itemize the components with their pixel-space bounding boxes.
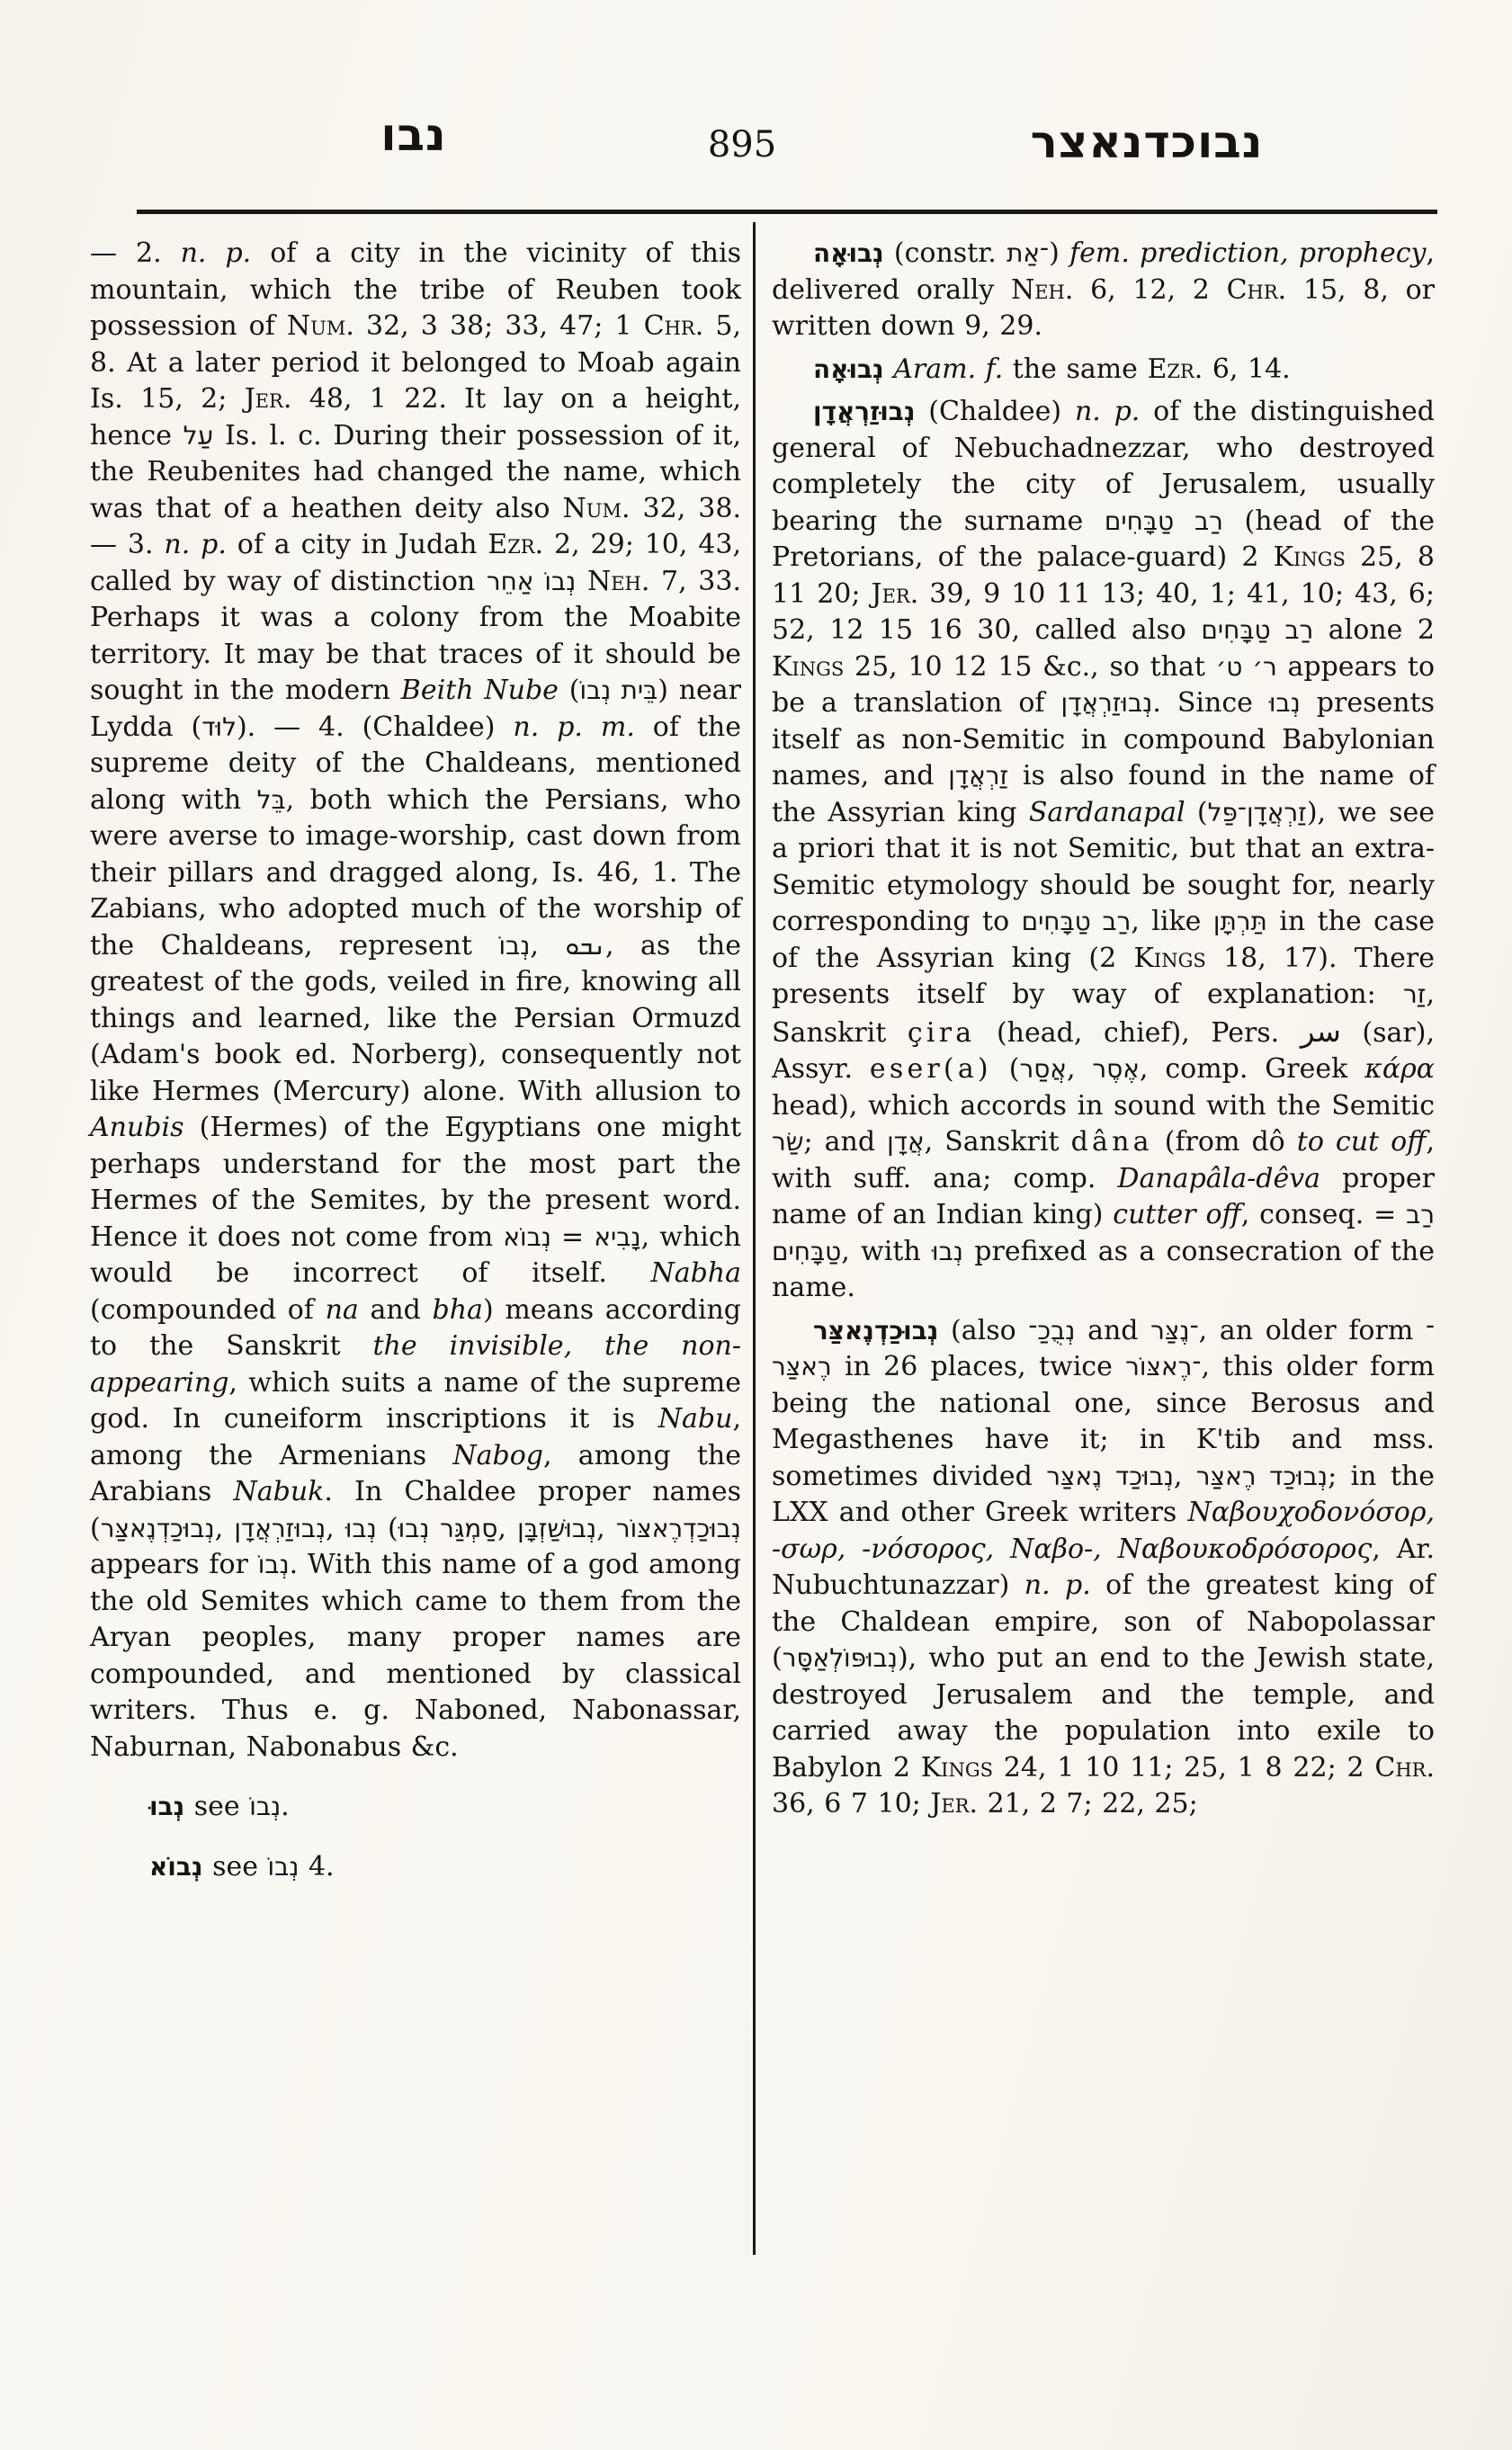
hebrew-headword: נְבוּ (149, 1792, 185, 1821)
hebrew-word: אֶסֶר (1092, 1054, 1140, 1084)
hebrew-word: נְבוּ (1268, 688, 1301, 718)
text-run: ; and (803, 1126, 888, 1158)
text-run: 25, 10 12 15 &c., so that (844, 650, 1216, 683)
text-run: (head of the Pretorians, of the palace-guard) 2 (772, 505, 1435, 573)
text-run: of the supreme deity of the Chaldeans, mentioned along with (90, 711, 742, 816)
text-run: ( (991, 1053, 1020, 1085)
page-number: 895 (707, 124, 777, 165)
hebrew-word: זַרְאֲדָן־פַּל (1207, 797, 1307, 827)
text-run: 6, 12, 2 (1073, 273, 1227, 306)
text-run: of the distinguished general of Nebuchadnezzar, who destroyed completely the city of Jerusalem, usually bearing the surname (772, 396, 1436, 537)
text-run: . In Chaldee proper names ( (90, 1476, 741, 1544)
hebrew-word: נְבוּכַד נֶאצַּר (1046, 1461, 1174, 1491)
text-run: (constr. (883, 237, 1007, 269)
syriac-word: ܢܒܘ (565, 930, 605, 961)
hebrew-word: נְבוּכַד רֶאצַּר (1195, 1461, 1329, 1491)
italic-text-run: fem. prediction, prophecy (1069, 237, 1427, 269)
running-head-right-keyword: נבוכדנאצר (1030, 116, 1264, 168)
hebrew-word: נְבוּפּוֹלְאַסָּר (782, 1643, 898, 1673)
text-run: see (202, 1850, 268, 1882)
italic-text-run: the invisible, the non-appearing (90, 1330, 741, 1399)
text-run: proper name of an Indian king) (772, 1162, 1435, 1230)
text-run: 21, 2 7; 22, 25; (978, 1788, 1198, 1820)
text-run: . (281, 1791, 290, 1822)
text-run: 6, 14. (1203, 353, 1291, 385)
italic-text-run: Nabha (650, 1257, 741, 1289)
italic-text-run: Aram. f. (893, 353, 1004, 385)
italic-text-run: Sardanapal (1028, 796, 1185, 828)
hebrew-word: ־רֶאצַּר (772, 1315, 1436, 1381)
text-run: Is. l. c. During their possession of it, the Reubenites had changed the name, which was that of a heathen deity also (90, 419, 741, 524)
right-column (772, 236, 1435, 1829)
hebrew-headword: נְבוֹא (149, 1851, 203, 1882)
text-run: ( (1185, 796, 1208, 828)
hebrew-word: זַר (1403, 979, 1427, 1009)
hebrew-word: נְבוֹ (249, 1792, 282, 1821)
text-run: in the case of the Assyrian king (2 (772, 906, 1436, 974)
hebrew-word: ־נֶצַּר (1150, 1315, 1199, 1346)
text-run: (sar), Assyr. (772, 1016, 1435, 1085)
text-run: ), we see a priori that it is not Semitic, but that an extra-Semitic etymology should be sought for, nearly corresponding to (772, 796, 1435, 937)
text-run: (from dô (1152, 1126, 1297, 1158)
scripture-reference-abbrev: Chr. (643, 310, 704, 342)
text-run: 39, 9 10 11 13; 40, 1; 41, 10; 43, 6; 52, 12 15 16 30, called also (772, 577, 1435, 646)
scripture-reference-abbrev: Ezr. (488, 529, 544, 560)
hebrew-word: רַב טַבָּחִים (772, 1200, 1435, 1266)
entry-nebuah (772, 236, 1435, 345)
transliteration: çira (907, 1016, 976, 1049)
text-run: , both which the Persians, who were averse to image-worship, cast down from their pillars and dragged along, Is. 46, 1. The Zabians, who adopted much of the worship of the Chaldeans, represent (90, 783, 741, 961)
hebrew-word: סַמְגַּר נְבוּ (398, 1513, 498, 1543)
text-run: 24, 1 10 11; 25, 1 8 22; 2 (992, 1751, 1375, 1784)
hebrew-headword: נְבוּכַדְנֶאצַּר (813, 1315, 939, 1346)
scripture-reference-abbrev: Kings (1273, 541, 1346, 573)
hebrew-word: נְבוֹ (267, 1851, 300, 1882)
text-run: , with suff. ana; comp. (772, 1126, 1436, 1194)
hebrew-word: נְבוּ (344, 1513, 377, 1543)
text-run: . With this name of a god among the old Semites which came to them from the Aryan peoples, many proper names are compounded, and mentioned by classical writers. Thus e. g. Naboned, Nabonassar, Naburnan, Nabonabus &c. (90, 1549, 741, 1763)
text-run: , delivered orally (772, 237, 1435, 306)
hebrew-word: נְבוּכַדְרֶאצּוֹר (615, 1513, 741, 1543)
italic-text-run: Nabuk (233, 1476, 325, 1507)
italic-text-run: n. p. (180, 237, 252, 269)
text-run: presents itself as non-Semitic in compound Babylonian names, and (772, 687, 1436, 791)
scripture-reference-abbrev: Chr. (1226, 273, 1287, 306)
text-run: , an older form (1198, 1314, 1426, 1346)
hebrew-word: נְבוּשַׁזְבָּן (517, 1513, 597, 1543)
text-run (576, 566, 587, 597)
text-run: ) (1049, 237, 1070, 269)
italic-text-run: n. p. (1074, 396, 1141, 427)
text-run: of a city in Judah (226, 529, 488, 560)
text-run: of a city in the vicinity of this mountain, which the tribe of Reuben took possession of (90, 237, 741, 342)
text-run: and (1075, 1314, 1151, 1346)
text-run: , like (1131, 906, 1213, 937)
text-run: , with (841, 1235, 933, 1267)
hebrew-headword: נְבוּאָה (813, 353, 884, 384)
text-run: 18, 17). There presents itself by way of explanation: (772, 942, 1435, 1010)
text-run: appears to be a translation of (772, 650, 1436, 719)
text-run: (head, chief), Pers. (975, 1016, 1301, 1049)
scripture-reference-abbrev: Num. (286, 310, 354, 342)
hebrew-word: בֵּל (256, 784, 286, 815)
text-run: and (358, 1293, 433, 1326)
scripture-reference-abbrev: Kings (1133, 942, 1206, 974)
hebrew-word: לוּד (201, 711, 237, 742)
text-run: ) near Lydda ( (90, 675, 742, 743)
column-divider-rule (753, 222, 756, 2255)
entry-nebuchadnezzar (772, 1313, 1435, 1823)
text-run: , (214, 1512, 235, 1544)
scripture-reference-abbrev: Jer. (244, 383, 292, 415)
hebrew-word: רַב טַבָּחִים (1104, 505, 1223, 536)
text-run: , (497, 1512, 518, 1544)
text-run: . Since (1152, 687, 1269, 719)
text-run: 48, 1 22. It lay on a height, hence (90, 383, 742, 452)
text-run: the same (1003, 353, 1148, 385)
text-run: , comp. Greek (1139, 1053, 1365, 1085)
entry-nebo-continuation (90, 236, 741, 1766)
text-run: , which would be incorrect of itself. (90, 1221, 741, 1289)
hebrew-word: נְבוּכַדְנֶאצַּר (100, 1513, 215, 1543)
cross-reference-nebo (149, 1849, 741, 1886)
text-run (884, 353, 894, 385)
text-run: ( (376, 1512, 398, 1544)
scripture-reference-abbrev: Chr. (1374, 1751, 1435, 1784)
transliteration: eser(a) (869, 1053, 992, 1085)
header-rule (137, 210, 1437, 214)
text-run: ; in the LXX and other Greek writers (772, 1460, 1435, 1528)
running-head-left-keyword: נבו (380, 109, 447, 161)
hebrew-word: ־אַת (1007, 238, 1050, 268)
hebrew-word: אֲדָן (887, 1127, 925, 1157)
text-run: prefixed as a consecration of the name. (772, 1235, 1435, 1303)
italic-text-run: Anubis (90, 1112, 184, 1143)
scripture-reference-abbrev: Ezr. (1147, 353, 1203, 385)
greek-text: κάρα (1364, 1053, 1435, 1085)
text-run: alone 2 (1313, 614, 1436, 646)
hebrew-word: רַב טַבָּחִים (1021, 907, 1132, 936)
text-run: , among the Armenians (90, 1403, 741, 1471)
text-run: , as the greatest of the gods, veiled in fire, knowing all things and learned, like the Persian Ormuzd (Adam's book ed. Norberg), consequently not like Hermes (Mercury) alone. With allusion to (90, 929, 741, 1107)
scripture-reference-abbrev: Num. (562, 492, 631, 524)
text-run: 2, 29; 10, 43, called by way of distinction (90, 529, 741, 597)
hebrew-word: נְבוּזַרְאֲדָן (234, 1513, 327, 1543)
hebrew-word: זַרְאֲדָן (948, 761, 1009, 791)
text-run: 32, 38. — 3. (90, 492, 741, 560)
text-run: (Hermes) of the Egyptians one might perhaps understand for the most part the Hermes of the Semites, by the present word. Hence it does not come from (90, 1112, 741, 1253)
text-run: ( (558, 675, 580, 706)
text-run: 7, 33. Perhaps it was a colony from the Moabite territory. It may be that traces of it should be sought in the modern (90, 565, 741, 706)
hebrew-word: נָבִיא (594, 1221, 641, 1252)
greek-text: Ναβουχοδονόσορ, -σωρ, -νόσορος, Ναβο-, Ναβουκοδρόσορος (772, 1497, 1435, 1565)
transliteration: dâna (1070, 1126, 1153, 1158)
text-run: , (326, 1512, 345, 1544)
hebrew-word: תַּרְתָּן (1212, 907, 1267, 936)
hebrew-word: נְבוֹ אַחֵר (486, 566, 577, 596)
text-run: , (530, 929, 566, 961)
italic-text-run: to cut off (1296, 1126, 1427, 1158)
text-run: 32, 3 38; 33, 47; 1 (353, 310, 644, 342)
entry-nebuzaradan (772, 394, 1435, 1307)
text-run: — 2. (90, 237, 181, 269)
hebrew-word: שַׂר (772, 1127, 804, 1157)
text-run: 15, 8, or written down 9, 29. (772, 273, 1435, 342)
italic-text-run: Nabog (452, 1439, 543, 1471)
text-run: , which suits a name of the supreme god. In cuneiform inscriptions it is (90, 1366, 741, 1435)
cross-reference-nebu (149, 1789, 741, 1826)
hebrew-word: בֵּית נְבוֹ (579, 675, 658, 705)
text-run: , (596, 1512, 616, 1544)
italic-text-run: Nabu (658, 1403, 733, 1435)
text-run: , (1173, 1460, 1196, 1492)
italic-text-run: bha (432, 1293, 483, 1326)
text-run: , this older form being the national one, since Berosus and Megasthenes have it; in K'tib and mss. sometimes divided (772, 1351, 1436, 1492)
text-run: , among the Arabians (90, 1439, 741, 1507)
text-run: 25, 8 11 20; (772, 541, 1435, 610)
text-run: , Sanskrit (924, 1126, 1071, 1158)
scripture-reference-abbrev: Jer. (930, 1788, 979, 1820)
italic-text-run: n. p. (164, 529, 227, 560)
hebrew-word: עַל (183, 420, 214, 451)
hebrew-word: נְבוֹ (498, 930, 531, 961)
scripture-reference-abbrev: Kings (772, 650, 845, 683)
text-run: 36, 6 7 10; (772, 1788, 931, 1820)
text-run: ), who put an end to the Jewish state, destroyed Jerusalem and the temple, and carried away the population into exile to Babylon 2 (772, 1642, 1435, 1784)
hebrew-word: נְבוֹא (503, 1221, 551, 1252)
text-run: , conseq. = (1240, 1199, 1407, 1230)
italic-text-run: Beith Nube (400, 675, 559, 706)
text-run: (compounded of (90, 1293, 326, 1326)
italic-text-run: cutter off (1113, 1199, 1241, 1230)
arabic-word: سر (1300, 1014, 1341, 1049)
entry-nebuah-aramaic (772, 352, 1435, 389)
text-run: , Sanskrit (772, 979, 1435, 1049)
hebrew-word: ־רֶאצּוֹר (1125, 1352, 1202, 1381)
hebrew-headword: נְבוּאָה (813, 238, 884, 268)
text-run: ) means according to the Sanskrit (90, 1293, 741, 1362)
scripture-reference-abbrev: Jer. (871, 577, 919, 610)
text-run: in 26 places, twice (831, 1351, 1126, 1382)
scripture-reference-abbrev: Kings (920, 1751, 993, 1784)
hebrew-headword: נְבוּזַרְאֲדָן (813, 397, 916, 426)
left-column (90, 236, 741, 1885)
text-run: ). — 4. (Chaldee) (236, 711, 514, 743)
text-run: 4. (299, 1850, 335, 1882)
italic-text-run: Danapâla-dêva (1117, 1162, 1321, 1194)
hebrew-word: רַב טַבָּחִים (1201, 615, 1314, 645)
hebrew-word: נְבֻכַ־ (1028, 1315, 1076, 1346)
text-run: is also found in the name of the Assyrian king (772, 760, 1435, 828)
text-run: (also (938, 1314, 1029, 1346)
italic-text-run: n. p. (1024, 1569, 1091, 1601)
scripture-reference-abbrev: Neh. (586, 565, 650, 597)
italic-text-run: n. p. m. (513, 711, 635, 743)
hebrew-word: נְבוּזַרְאֲדָן (1060, 688, 1153, 718)
hebrew-word: ר׳ ט׳ (1215, 651, 1277, 682)
text-run: , Ar. Nubuchtunazzar) (772, 1533, 1435, 1601)
italic-text-run: na (325, 1293, 359, 1326)
scripture-reference-abbrev: Neh. (1010, 273, 1074, 306)
text-run: (Chaldee) (915, 396, 1075, 427)
text-run: appears for (90, 1549, 258, 1580)
hebrew-word: אֲסַר (1019, 1054, 1067, 1084)
hebrew-word: נְבוֹ (257, 1550, 290, 1579)
text-run: 5, 8. At a later period it belonged to Moab again Is. 15, 2; (90, 310, 741, 415)
text-run: see (184, 1791, 250, 1822)
hebrew-word: נְבוּ (932, 1236, 963, 1266)
text-run: head), which accords in sound with the Semitic (772, 1089, 1435, 1122)
text-run: = (550, 1221, 595, 1253)
text-run: , (1066, 1053, 1093, 1085)
text-run: of the greatest king of the Chaldean empire, son of Nabopolassar ( (772, 1569, 1436, 1674)
